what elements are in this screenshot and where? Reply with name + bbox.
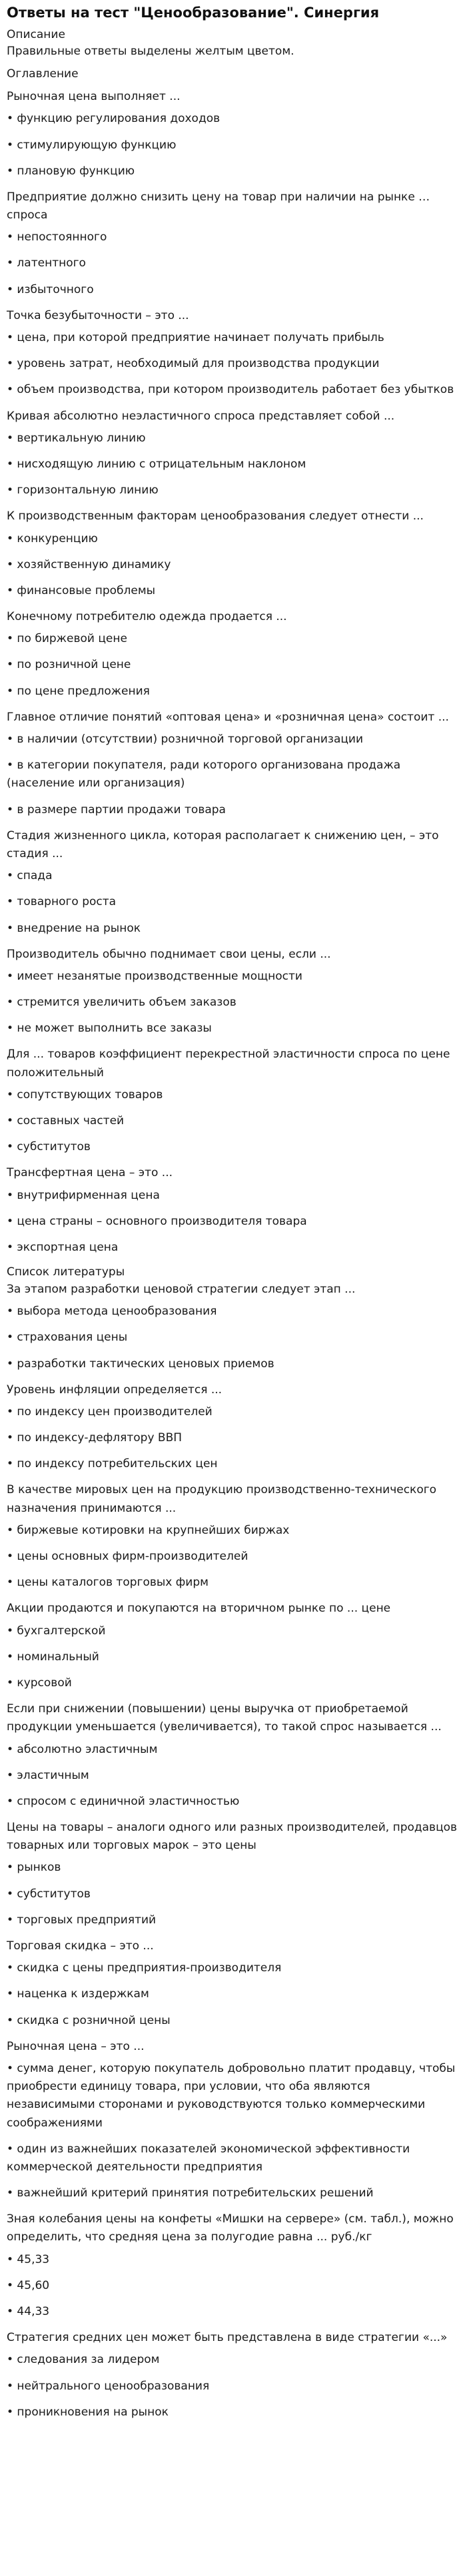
description-text: Правильные ответы выделены желтым цветом.	[7, 44, 294, 58]
question-text: В качестве мировых цен на продукцию производственно-технического назначения принимаются ...	[7, 1483, 437, 1515]
question-text: Производитель обычно поднимает свои цены, если ...	[7, 947, 331, 961]
answer-option: • внедрение на рынок	[7, 921, 141, 935]
answer-option: • по индексу потребительских цен	[7, 1457, 218, 1471]
answer-option: • сумма денег, которую покупатель добровольно платит продавцу, чтобы приобрести единицу товара, при условии, что оба являются независимыми сторонами и руководствуются только коммерческими соображениями	[7, 2061, 456, 2130]
answer-option: • биржевые котировки на крупнейших биржах	[7, 1523, 290, 1537]
question-text: Предприятие должно снизить цену на товар при наличии на рынке … спроса	[7, 190, 430, 222]
answer-option: • латентного	[7, 256, 86, 270]
answer-option: • уровень затрат, необходимый для производства продукции	[7, 357, 380, 371]
answer-option: • цены основных фирм-производителей	[7, 1550, 248, 1564]
answer-option: • рынков	[7, 1861, 61, 1875]
question-text: Для ... товаров коэффициент перекрестной эластичности спроса по цене положительный	[7, 1048, 450, 1080]
question-text: Торговая скидка – это ...	[7, 1939, 154, 1953]
answer-option: • 44,33	[7, 2305, 50, 2319]
section-heading: Список литературы	[7, 1265, 125, 1279]
answer-option: • по биржевой цене	[7, 632, 127, 646]
question-text: Стадия жизненного цикла, которая располагает к снижению цен, – это стадия ...	[7, 828, 439, 860]
question-text: Трансфертная цена – это ...	[7, 1166, 173, 1180]
question-text: Конечному потребителю одежда продается ...	[7, 610, 287, 624]
answer-option: • не может выполнить все заказы	[7, 1022, 212, 1036]
answer-option: • вертикальную линию	[7, 431, 146, 445]
answer-option: • горизонтальную линию	[7, 483, 159, 497]
answer-option: • абсолютно эластичным	[7, 1742, 158, 1756]
question-text: За этапом разработки ценовой стратегии следует этап ...	[7, 1282, 356, 1296]
answer-option: • проникновения на рынок	[7, 2405, 169, 2419]
answer-option: • субститутов	[7, 1887, 91, 1901]
page-title: Ответы на тест "Ценообразование". Синергия	[7, 5, 380, 21]
answer-option: • следования за лидером	[7, 2353, 160, 2367]
answer-option: • по розничной цене	[7, 658, 131, 672]
answer-option: • непостоянного	[7, 230, 107, 244]
answer-option: • курсовой	[7, 1676, 72, 1690]
answer-option: • эластичным	[7, 1768, 89, 1782]
answer-option: • скидка с цены предприятия-производителя	[7, 1961, 282, 1975]
answer-option: • избыточного	[7, 282, 94, 296]
answer-option: • по цене предложения	[7, 684, 150, 698]
answer-option: • наценка к издержкам	[7, 1987, 149, 2001]
toc-label: Оглавление	[7, 67, 79, 81]
answer-option: • важнейший критерий принятия потребительских решений	[7, 2186, 374, 2200]
question-text: Кривая абсолютно неэластичного спроса представляет собой ...	[7, 409, 395, 423]
answer-option: • товарного роста	[7, 895, 117, 909]
answer-option: • плановую функцию	[7, 164, 135, 178]
question-text: Рыночная цена выполняет ...	[7, 90, 181, 104]
answer-option: • страхования цены	[7, 1331, 128, 1345]
question-text: Акции продаются и покупаются на вторичном рынке по ... цене	[7, 1602, 391, 1616]
answer-option: • один из важнейших показателей экономической эффективности коммерческой деятельности предприятия	[7, 2142, 410, 2174]
answer-option: • сопутствующих товаров	[7, 1088, 163, 1102]
answer-option: • внутрифирменная цена	[7, 1188, 160, 1202]
answer-option: • бухгалтерской	[7, 1624, 106, 1638]
answer-option: • по индексу-дефлятору ВВП	[7, 1431, 183, 1445]
answer-option: • нейтрального ценообразования	[7, 2379, 210, 2393]
answer-option: • цены каталогов торговых фирм	[7, 1576, 209, 1590]
question-text: Рыночная цена – это ...	[7, 2039, 145, 2053]
answer-option: • конкуренцию	[7, 531, 98, 545]
answer-option: • функцию регулирования доходов	[7, 112, 221, 126]
answer-option: • цена, при которой предприятие начинает получать прибыль	[7, 331, 384, 345]
answer-option: • в размере партии продажи товара	[7, 803, 226, 816]
answer-option: • объем производства, при котором производитель работает без убытков	[7, 383, 454, 397]
answer-option: • 45,33	[7, 2252, 50, 2266]
question-text: Цены на товары – аналоги одного или разных производителей, продавцов товарных или торговых марок – это цены	[7, 1821, 458, 1853]
question-text: Точка безубыточности – это ...	[7, 308, 189, 322]
answer-option: • стимулирующую функцию	[7, 138, 177, 152]
answer-option: • экспортная цена	[7, 1240, 119, 1254]
answer-option: • 45,60	[7, 2278, 50, 2292]
answer-option: • составных частей	[7, 1114, 125, 1128]
answer-option: • цена страны – основного производителя товара	[7, 1214, 307, 1228]
question-text: Если при снижении (повышении) цены выручка от приобретаемой продукции уменьшается (увеличивается), то такой спрос называется ...	[7, 1702, 442, 1734]
answer-option: • стремится увеличить объем заказов	[7, 996, 236, 1010]
answer-option: • субститутов	[7, 1140, 91, 1154]
answer-option: • по индексу цен производителей	[7, 1405, 213, 1419]
answer-option: • хозяйственную динамику	[7, 557, 171, 571]
answer-option: • спросом с единичной эластичностью	[7, 1794, 240, 1808]
answer-option: • в наличии (отсутствии) розничной торговой организации	[7, 733, 364, 747]
answer-option: • спада	[7, 869, 53, 883]
question-text: Зная колебания цены на конфеты «Мишки на сервере» (см. табл.), можно определить, что средняя цена за полугодие равна ... руб./кг	[7, 2212, 454, 2244]
qa-list	[7, 88, 459, 2421]
question-text: К производственным факторам ценообразования следует отнести ...	[7, 509, 424, 523]
answer-option: • номинальный	[7, 1650, 99, 1664]
question-text: Главное отличие понятий «оптовая цена» и «розничная цена» состоит ...	[7, 710, 449, 724]
answer-option: • финансовые проблемы	[7, 583, 156, 597]
question-text: Стратегия средних цен может быть представлена в виде стратегии «...»	[7, 2331, 448, 2345]
description-label: Описание	[7, 28, 65, 42]
answer-option: • нисходящую линию с отрицательным наклоном	[7, 457, 306, 471]
question-text: Уровень инфляции определяется ...	[7, 1383, 223, 1397]
answer-option: • выбора метода ценообразования	[7, 1305, 217, 1319]
answer-option: • в категории покупателя, ради которого организована продажа (население или организация)	[7, 759, 401, 791]
answer-option: • торговых предприятий	[7, 1913, 157, 1927]
answer-option: • скидка с розничной цены	[7, 2013, 171, 2027]
answer-option: • имеет незанятые производственные мощности	[7, 969, 302, 983]
answer-option: • разработки тактических ценовых приемов	[7, 1357, 274, 1371]
